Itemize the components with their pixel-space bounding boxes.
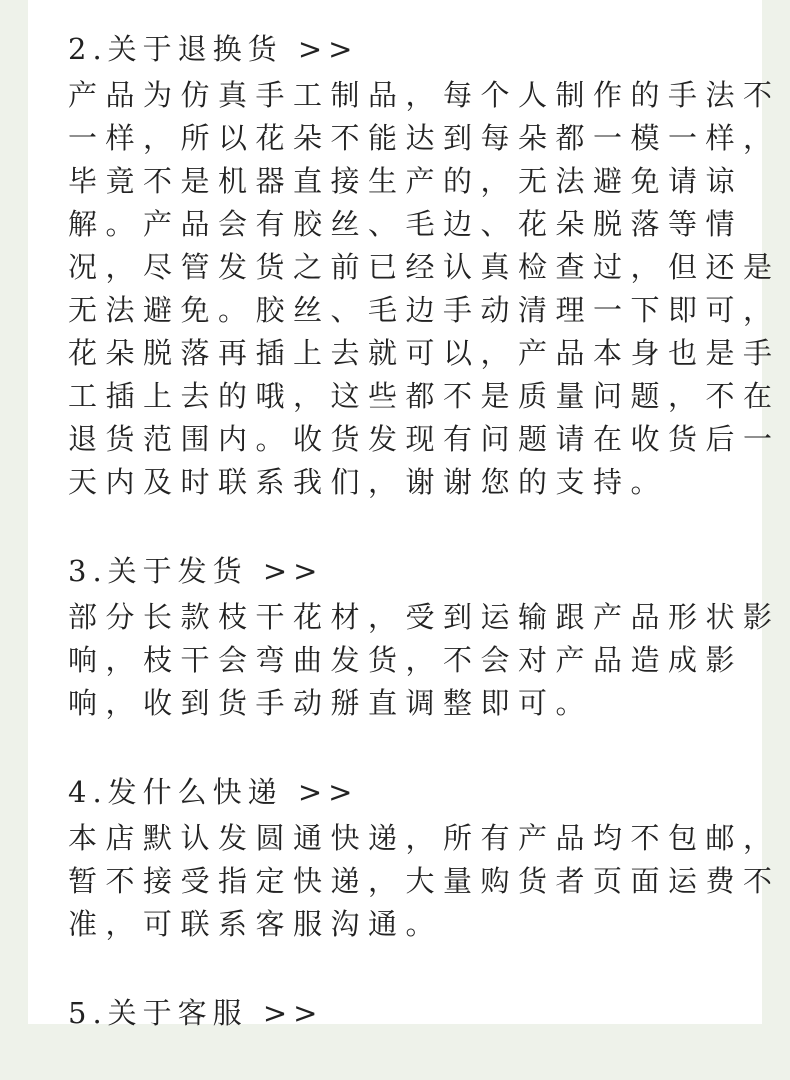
body-line: 暂不接受指定快递，大量购货者页面运费不 bbox=[68, 864, 781, 898]
body-line: 一样，所以花朵不能达到每朵都一模一样， bbox=[68, 121, 781, 155]
policy-content bbox=[68, 30, 781, 1080]
section-body bbox=[68, 74, 781, 504]
body-line: 退货范围内。收货发现有问题请在收货后一 bbox=[68, 422, 781, 456]
section-shipping bbox=[68, 552, 781, 725]
body-line: 部分长款枝干花材，受到运输跟产品形状影 bbox=[68, 600, 781, 634]
body-line: 解。产品会有胶丝、毛边、花朵脱落等情 bbox=[68, 207, 744, 241]
body-line: 毕竟不是机器直接生产的，无法避免请谅 bbox=[68, 164, 744, 198]
body-line: 天内及时联系我们，谢谢您的支持。 bbox=[68, 465, 669, 499]
body-line: 本店默认发圆通快递，所有产品均不包邮， bbox=[68, 821, 781, 855]
page-background bbox=[28, 0, 781, 1030]
section-returns bbox=[68, 30, 781, 504]
section-title: 3.关于发货 >> bbox=[68, 554, 324, 588]
body-line: 花朵脱落再插上去就可以，产品本身也是手 bbox=[68, 336, 781, 370]
section-title: 5.关于客服 >> bbox=[68, 996, 324, 1030]
body-line: 响，枝干会弯曲发货，不会对产品造成影 bbox=[68, 643, 744, 677]
section-courier bbox=[68, 773, 781, 946]
section-title: 4.发什么快递 >> bbox=[68, 775, 359, 809]
section-body bbox=[68, 817, 781, 946]
body-line: 产品为仿真手工制品，每个人制作的手法不 bbox=[68, 78, 781, 112]
section-title: 2.关于退换货 >> bbox=[68, 32, 359, 66]
body-line: 况，尽管发货之前已经认真检查过，但还是 bbox=[68, 250, 781, 284]
body-line: 无法避免。胶丝、毛边手动清理一下即可， bbox=[68, 293, 781, 327]
body-line: 准，可联系客服沟通。 bbox=[68, 907, 444, 941]
section-body bbox=[68, 596, 781, 725]
section-customer-service bbox=[68, 994, 728, 1032]
body-line: 响，收到货手动掰直调整即可。 bbox=[68, 686, 594, 720]
body-line: 工插上去的哦，这些都不是质量问题，不在 bbox=[68, 379, 781, 413]
